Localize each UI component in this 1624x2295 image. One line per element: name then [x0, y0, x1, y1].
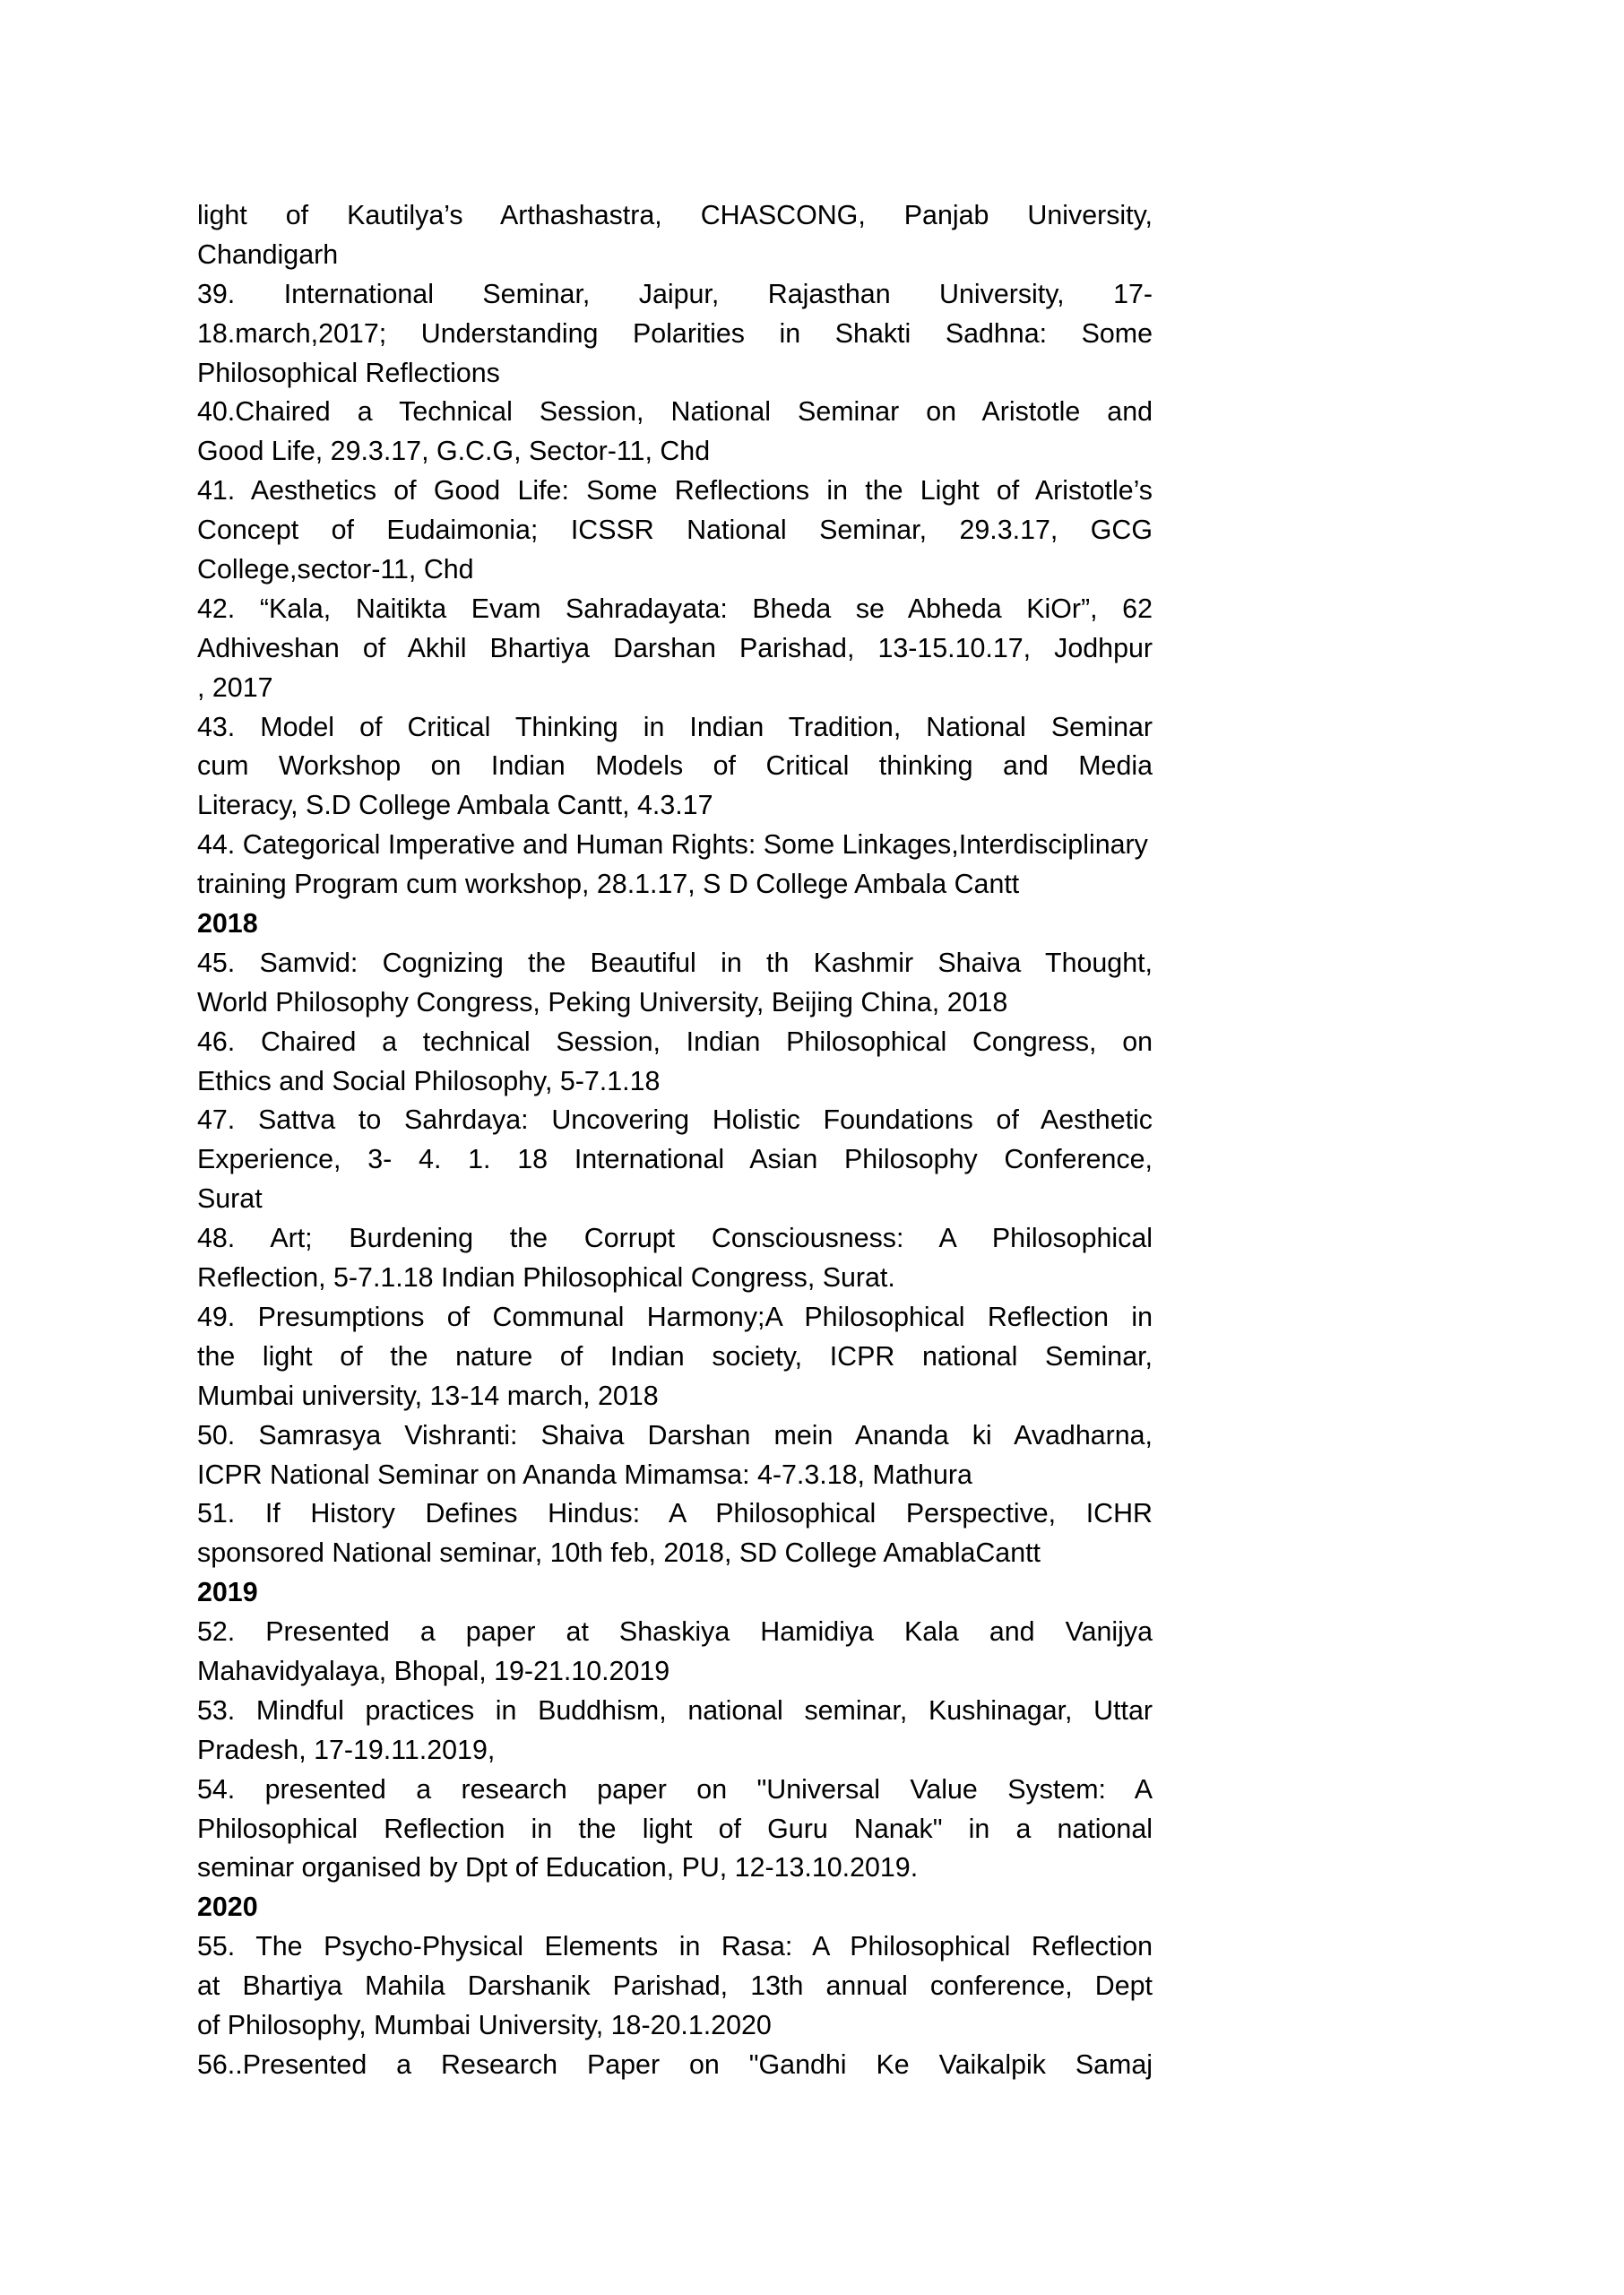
paragraph — [197, 393, 1153, 472]
year-heading — [197, 1888, 1153, 1927]
document-line: the light of the nature of Indian society, ICPR national Seminar, — [197, 1340, 1153, 1372]
paragraph — [197, 1927, 1153, 2046]
document-line: Ethics and Social Philosophy, 5-7.1.18 — [197, 1065, 661, 1096]
document-line: Literacy, S.D College Ambala Cantt, 4.3.17 — [197, 790, 713, 821]
document-line: 18.march,2017; Understanding Polarities in Shakti Sadhna: Some — [197, 317, 1153, 349]
paragraph — [197, 1692, 1153, 1771]
document-line: College,sector-11, Chd — [197, 554, 474, 585]
document-line: 55. The Psycho-Physical Elements in Rasa: A Philosophical Reflection — [197, 1931, 1153, 1962]
document-line: 48. Art; Burdening the Corrupt Consciousness: A Philosophical — [197, 1223, 1153, 1254]
document-line: 42. “Kala, Naitikta Evam Sahradayata: Bheda se Abheda KiOr”, 62 — [197, 593, 1153, 624]
document-line: 46. Chaired a technical Session, Indian Philosophical Congress, on — [197, 1026, 1153, 1057]
document-line: sponsored National seminar, 10th feb, 2018, SD College AmablaCantt — [197, 1537, 1041, 1569]
paragraph — [197, 1023, 1153, 1102]
document-line: Philosophical Reflection in the light of Guru Nanak" in a national — [197, 1813, 1153, 1844]
document-line: Chandigarh — [197, 238, 339, 270]
document-line: Concept of Eudaimonia; ICSSR National Seminar, 29.3.17, GCG — [197, 515, 1153, 546]
document-line: World Philosophy Congress, Peking University, Beijing China, 2018 — [197, 986, 1008, 1018]
document-line: 47. Sattva to Sahrdaya: Uncovering Holistic Foundations of Aesthetic — [197, 1104, 1153, 1136]
paragraph — [197, 826, 1153, 905]
document-line: 44. Categorical Imperative and Human Rights: Some Linkages,Interdisciplinary — [197, 829, 1148, 861]
document-line: Adhiveshan of Akhil Bhartiya Darshan Parishad, 13-15.10.17, Jodhpur — [197, 632, 1153, 663]
document-line: 2020 — [197, 1892, 258, 1923]
document-line: 2018 — [197, 908, 258, 940]
document-line: 54. presented a research paper on "Universal Value System: A — [197, 1773, 1153, 1805]
paragraph — [197, 1416, 1153, 1495]
document-line: seminar organised by Dpt of Education, PU, 12-13.10.2019. — [197, 1852, 919, 1884]
paragraph — [197, 708, 1153, 827]
paragraph — [197, 1771, 1153, 1889]
year-heading — [197, 905, 1153, 944]
paragraph — [197, 1494, 1153, 1573]
document-line: 56..Presented a Research Paper on "Gandhi Ke Vaikalpik Samaj — [197, 2048, 1153, 2080]
document-line: Philosophical Reflections — [197, 357, 500, 388]
document-line: 43. Model of Critical Thinking in Indian Tradition, National Seminar — [197, 711, 1153, 742]
paragraph — [197, 1613, 1153, 1692]
paragraph — [197, 590, 1153, 708]
document-line: 2019 — [197, 1577, 258, 1608]
document-line: cum Workshop on Indian Models of Critical thinking and Media — [197, 750, 1153, 782]
paragraph — [197, 944, 1153, 1023]
paragraph — [197, 1298, 1153, 1416]
document-line: Mumbai university, 13-14 march, 2018 — [197, 1380, 659, 1411]
document-line: at Bhartiya Mahila Darshanik Parishad, 13th annual conference, Dept — [197, 1970, 1153, 2002]
document-line: 51. If History Defines Hindus: A Philosophical Perspective, ICHR — [197, 1498, 1153, 1529]
document-line: 52. Presented a paper at Shaskiya Hamidiya Kala and Vanijya — [197, 1616, 1153, 1648]
document-line: 50. Samrasya Vishranti: Shaiva Darshan mein Ananda ki Avadharna, — [197, 1419, 1153, 1451]
paragraph — [197, 275, 1153, 394]
document-line: 41. Aesthetics of Good Life: Some Reflections in the Light of Aristotle’s — [197, 475, 1153, 507]
document-line: light of Kautilya’s Arthashastra, CHASCONG, Panjab University, — [197, 200, 1153, 230]
document-line: ICPR National Seminar on Ananda Mimamsa: 4-7.3.18, Mathura — [197, 1459, 972, 1490]
document-line: Reflection, 5-7.1.18 Indian Philosophical Congress, Surat. — [197, 1262, 895, 1294]
paragraph — [197, 472, 1153, 590]
document-line: training Program cum workshop, 28.1.17, S D College Ambala Cantt — [197, 869, 1020, 900]
document-line: , 2017 — [197, 671, 273, 703]
document-line: Experience, 3- 4. 1. 18 International Asian Philosophy Conference, — [197, 1144, 1153, 1175]
document-line: Good Life, 29.3.17, G.C.G, Sector-11, Chd — [197, 436, 711, 467]
document-line: Surat — [197, 1183, 263, 1215]
document-line: 45. Samvid: Cognizing the Beautiful in th Kashmir Shaiva Thought, — [197, 947, 1153, 978]
document-line: Pradesh, 17-19.11.2019, — [197, 1734, 496, 1765]
document-line: 39. International Seminar, Jaipur, Rajasthan University, 17- — [197, 278, 1153, 309]
text-block — [197, 196, 1153, 2085]
paragraph — [197, 2046, 1153, 2085]
year-heading — [197, 1573, 1153, 1613]
document-line: Mahavidyalaya, Bhopal, 19-21.10.2019 — [197, 1655, 670, 1686]
document-line: 53. Mindful practices in Buddhism, national seminar, Kushinagar, Uttar — [197, 1694, 1153, 1726]
document-line: 49. Presumptions of Communal Harmony;A Philosophical Reflection in — [197, 1301, 1153, 1332]
paragraph — [197, 196, 1153, 275]
paragraph — [197, 1101, 1153, 1219]
document-line: of Philosophy, Mumbai University, 18-20.1.2020 — [197, 2009, 772, 2040]
document-line: 40.Chaired a Technical Session, National Seminar on Aristotle and — [197, 396, 1153, 428]
paragraph — [197, 1219, 1153, 1298]
